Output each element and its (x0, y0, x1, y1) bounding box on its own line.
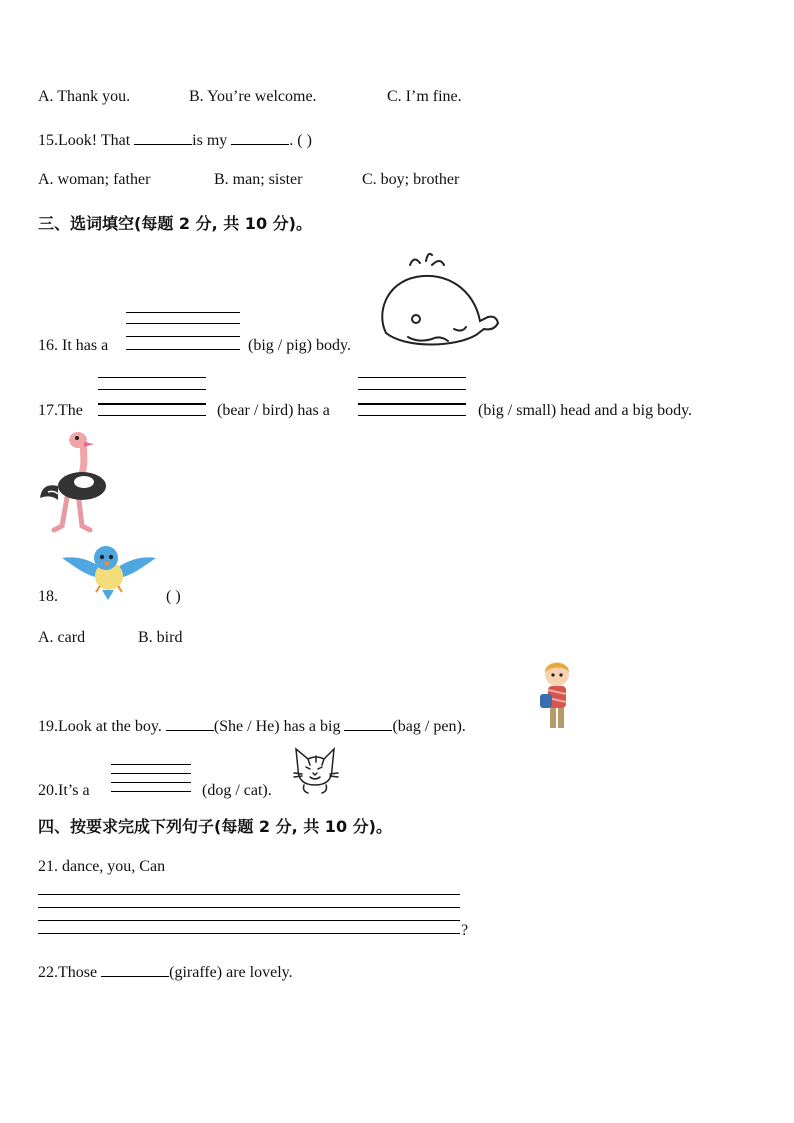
q17-suffix: (big / small) head and a big body. (478, 402, 693, 419)
q17-writing-lines-1[interactable] (98, 377, 206, 417)
q15-option-b: B. man; sister (214, 171, 303, 188)
q19-suffix: (bag / pen). (392, 718, 466, 735)
question-15 (38, 130, 312, 150)
q19-prefix: 19.Look at the boy. (38, 718, 166, 735)
whale-icon (376, 253, 504, 351)
q15-option-c: C. boy; brother (362, 171, 460, 188)
q20-suffix: (dog / cat). (202, 782, 272, 799)
q18-option-b: B. bird (138, 629, 183, 646)
bird-icon (60, 542, 158, 602)
q17-prefix: 17.The (38, 402, 83, 419)
q19-blank-1[interactable] (166, 716, 214, 731)
q20-prefix: 20.It’s a (38, 782, 90, 799)
q15-prefix: 15.Look! That (38, 132, 135, 149)
q15-option-a: A. woman; father (38, 171, 151, 188)
section-3-title: 三、选词填空(每题 2 分, 共 10 分)。 (38, 214, 312, 233)
q19-blank-2[interactable] (344, 716, 392, 731)
q17-mid: (bear / bird) has a (217, 402, 330, 419)
ostrich-icon (38, 430, 110, 534)
q14-option-a: A. Thank you. (38, 88, 131, 105)
section-4-title: 四、按要求完成下列句子(每题 2 分, 共 10 分)。 (38, 817, 392, 836)
q16-suffix: (big / pig) body. (248, 337, 351, 354)
q22-prefix: 22.Those (38, 964, 102, 981)
q15-mid: is my (192, 132, 232, 149)
boy-icon (538, 660, 574, 732)
q19-mid: (She / He) has a big (213, 718, 345, 735)
q21-prompt: 21. dance, you, Can (38, 858, 166, 875)
q15-blank-1[interactable] (134, 130, 192, 145)
q21-writing-lines[interactable] (38, 894, 460, 936)
q22-blank[interactable] (101, 962, 169, 977)
q14-option-c: C. I’m fine. (387, 88, 462, 105)
cat-icon (292, 745, 340, 795)
question-19 (38, 716, 466, 736)
q17-writing-lines-2[interactable] (358, 377, 466, 417)
q15-blank-2[interactable] (231, 130, 289, 145)
q18-number: 18. (38, 588, 58, 605)
q18-option-a: A. card (38, 629, 86, 646)
q14-option-b: B. You’re welcome. (189, 88, 317, 105)
q20-writing-lines[interactable] (111, 764, 191, 794)
q21-question-mark: ? (461, 922, 469, 939)
q15-suffix: . ( ) (289, 132, 312, 149)
q16-writing-lines[interactable] (126, 312, 240, 352)
question-22 (38, 962, 293, 982)
q16-prefix: 16. It has a (38, 337, 109, 354)
q22-suffix: (giraffe) are lovely. (169, 964, 293, 981)
q18-answer-paren[interactable]: ( ) (166, 588, 181, 605)
